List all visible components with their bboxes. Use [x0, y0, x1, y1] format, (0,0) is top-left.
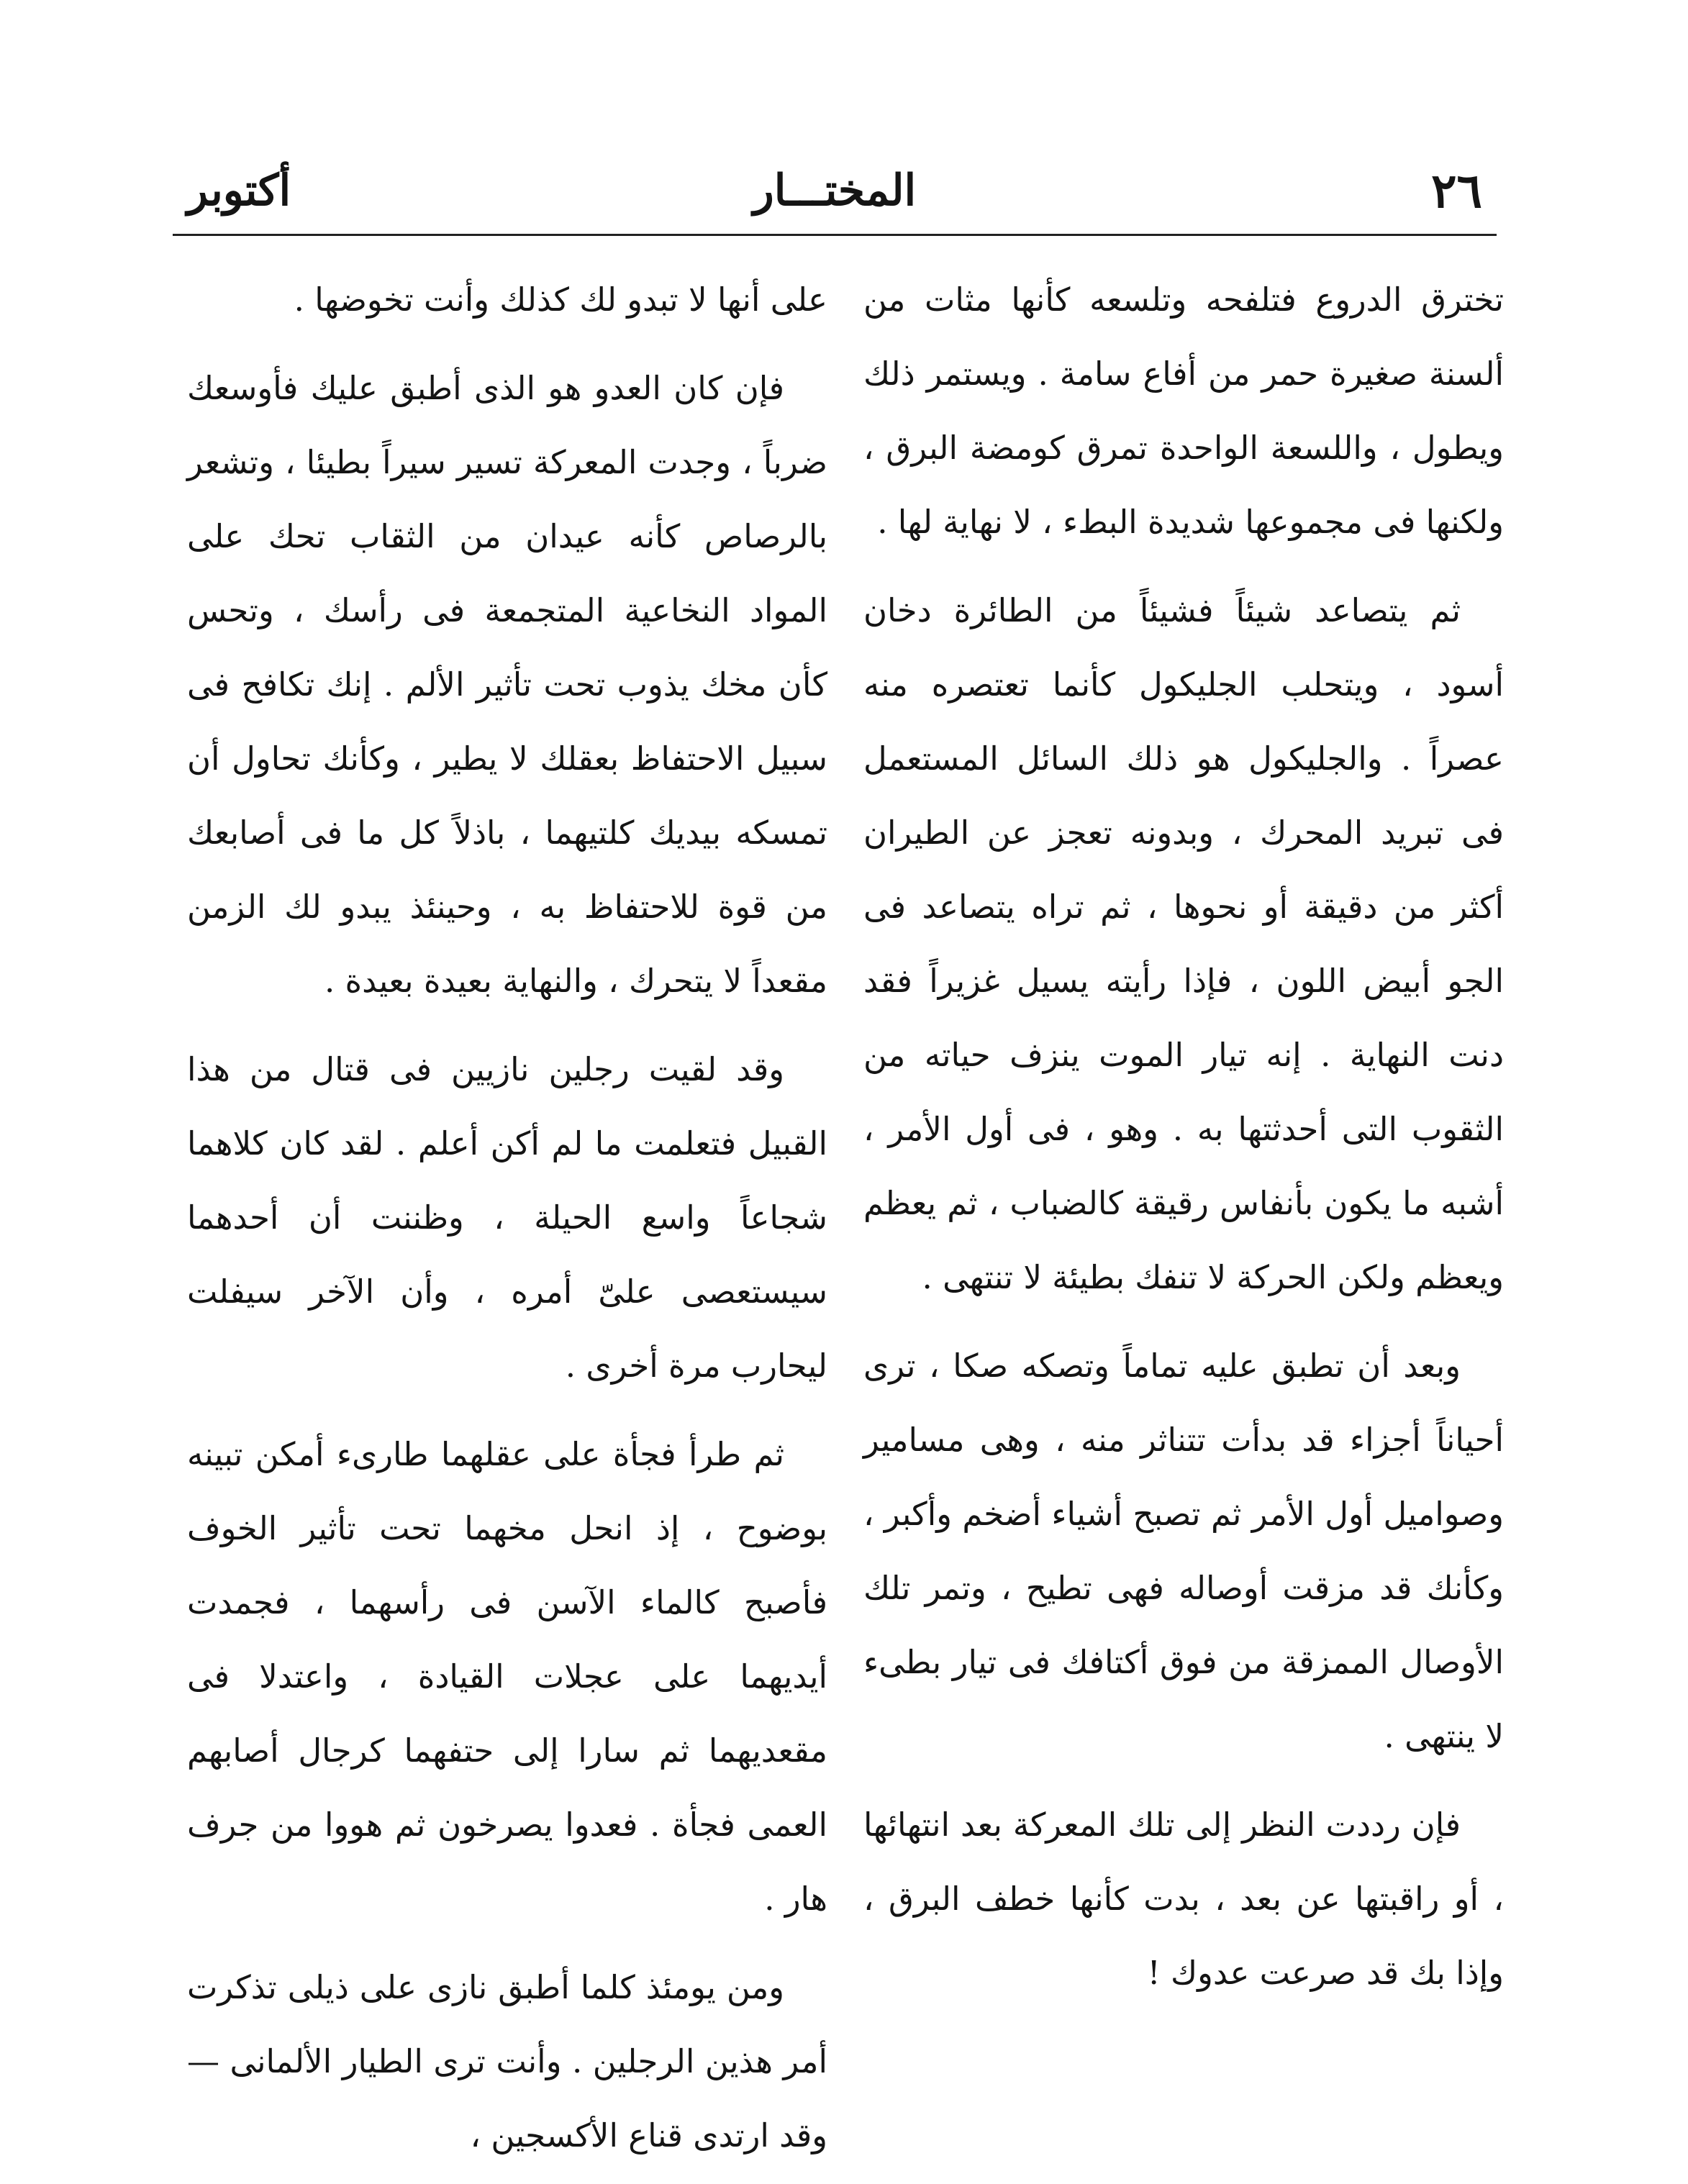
paragraph: ومن يومئذ كلما أطبق نازى على ذيلى تذكرت أمر هذين الرجلين . وأنت ترى الطيار الألمانى — وقد ارتدى قناع الأكسجين ،: [187, 1968, 827, 2155]
month-label: أكتوبر: [187, 165, 291, 216]
paragraph: ثم طرأ فجأة على عقلهما طارىء أمكن تبينه بوضوح ، إذ انحل مخهما تحت تأثير الخوف فأصبح كالماء الآسن فى رأسهما ، فجمدت أيديهما على عجلات القيادة ، واعتدلا فى مقعديهما ثم سارا إلى حتفهما كرجال أصابهم العمى فجأة . فعدوا يصرخون ثم هووا من جرف هار .: [187, 1435, 827, 1918]
paragraph: ثم يتصاعد شيئاً فشيئاً من الطائرة دخان أسود ، ويتحلب الجليكول كأنما تعتصره منه عصراً . والجليكول هو ذلك السائل المستعمل فى تبريد المحرك ، وبدونه تعجز عن الطيران أكثر من دقيقة أو نحوها ، ثم تراه يتصاعد فى الجو أبيض اللون ، فإذا رأيته يسيل غزيراً فقد دنت النهاية . إنه تيار الموت ينزف حياته من الثقوب التى أحدثتها به . وهو ، فى أول الأمر ، أشبه ما يكون بأنفاس رقيقة كالضباب ، ثم يعظم ويعظم ولكن الحركة لا تنفك بطيئة لا تنتهى .: [863, 591, 1504, 1296]
paragraph: تخترق الدروع فتلفحه وتلسعه كأنها مثات من ألسنة صغيرة حمر من أفاع سامة . ويستمر ذلك ويطول ، واللسعة الواحدة تمرق كومضة البرق ، ولكنها فى مجموعها شديدة البطء ، لا نهاية لها .: [863, 281, 1504, 541]
running-title: المختـــار: [753, 165, 917, 216]
paragraph: فإن رددت النظر إلى تلك المعركة بعد انتهائها ، أو راقبتها عن بعد ، بدت كأنها خطف البرق ، وإذا بك قد صرعت عدوك !: [863, 1806, 1504, 1992]
paragraph: فإن كان العدو هو الذى أطبق عليك فأوسعك ضرباً ، وجدت المعركة تسير سيراً بطيئا ، وتشعر بالرصاص كأنه عيدان من الثقاب تحك على المواد النخاعية المتجمعة فى رأسك ، وتحس كأن مخك يذوب تحت تأثير الألم . إنك تكافح فى سبيل الاحتفاظ بعقلك لا يطير ، وكأنك تحاول أن تمسكه بيديك كلتيهما ، باذلاً كل ما فى أصابعك من قوة للاحتفاظ به ، وحينئذ يبدو لك الزمن مقعداً لا يتحرك ، والنهاية بعيدة بعيدة .: [187, 369, 827, 1000]
left-text-column: [187, 263, 827, 2155]
right-text-column: [863, 263, 1504, 2047]
page-header: [173, 147, 1497, 236]
paragraph: وبعد أن تطبق عليه تماماً وتصكه صكا ، ترى أحياناً أجزاء قد بدأت تتناثر منه ، وهى مسامير وصواميل أول الأمر ثم تصبح أشياء أضخم وأكبر ، وكأنك قد مزقت أوصاله فهى تطيح ، وتمر تلك الأوصال الممزقة من فوق أكتافك فى تيار بطىء لا ينتهى .: [863, 1347, 1504, 1755]
paragraph: على أنها لا تبدو لك كذلك وأنت تخوضها .: [294, 281, 827, 319]
paragraph: وقد لقيت رجلين نازيين فى قتال من هذا القبيل فتعلمت ما لم أكن أعلم . لقد كان كلاهما شجاعاً واسع الحيلة ، وظننت أن أحدهما سيستعصى علىّ أمره ، وأن الآخر سيفلت ليحارب مرة أخرى .: [187, 1050, 827, 1385]
page-number: ٢٦: [1431, 163, 1482, 219]
